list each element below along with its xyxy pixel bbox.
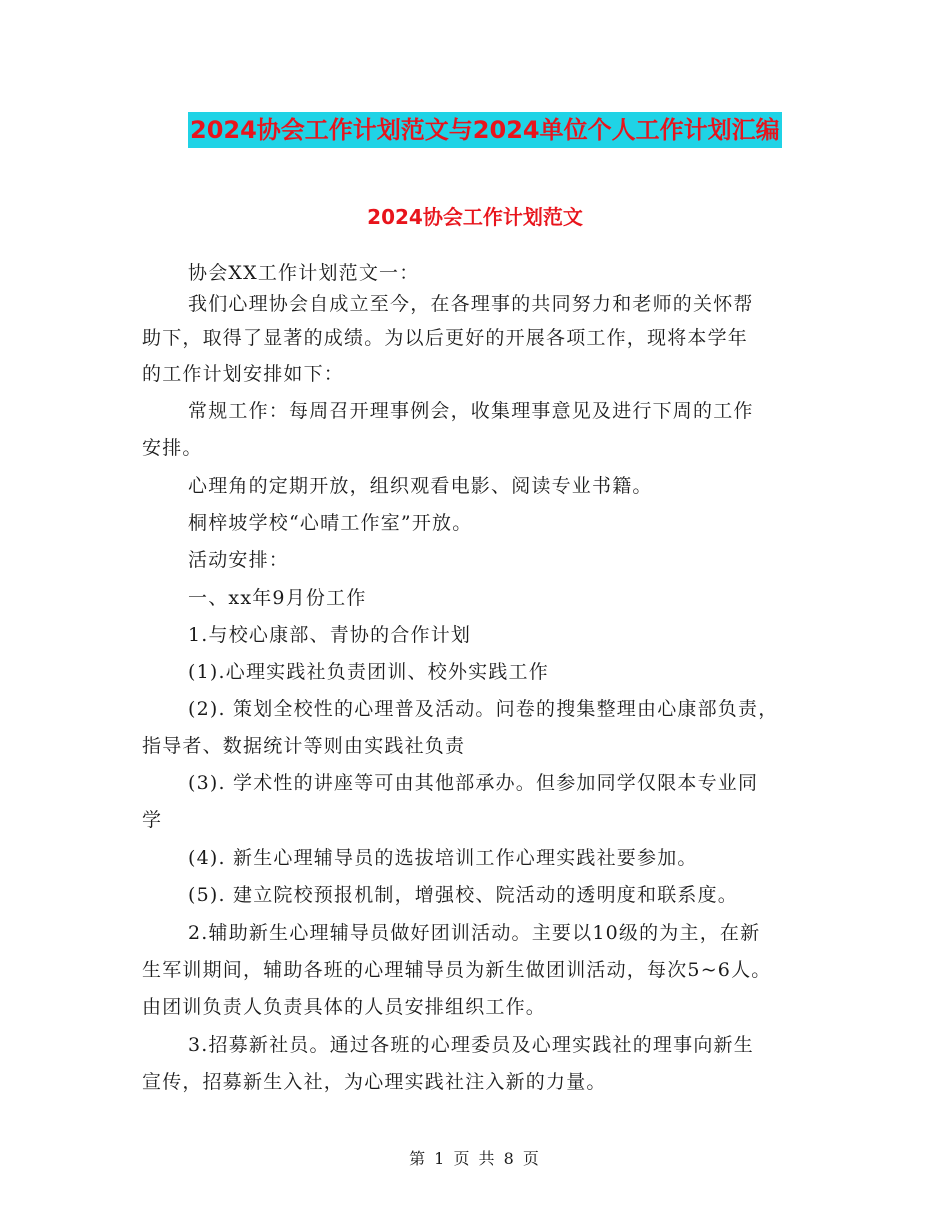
paragraph-line: 我们心理协会自成立至今，在各理事的共同努力和老师的关怀帮 xyxy=(188,293,754,315)
paragraph-line: 1.与校心康部、青协的合作计划 xyxy=(188,624,472,646)
paragraph-line: (2). 策划全校性的心理普及活动。问卷的搜集整理由心康部负责， xyxy=(188,698,779,720)
document-main-title: 2024协会工作计划范文与2024单位个人工作计划汇编 xyxy=(188,112,782,148)
paragraph-line: (4). 新生心理辅导员的选拔培训工作心理实践社要参加。 xyxy=(188,847,698,869)
paragraph-line: (3). 学术性的讲座等可由其他部承办。但参加同学仅限本专业同 xyxy=(188,772,759,794)
paragraph-line: 宣传，招募新生入社，为心理实践社注入新的力量。 xyxy=(142,1071,607,1093)
document-section-title: 2024协会工作计划范文 xyxy=(367,205,583,229)
page-number-footer: 第 1 页 共 8 页 xyxy=(409,1149,541,1168)
paragraph-line: 心理角的定期开放，组织观看电影、阅读专业书籍。 xyxy=(188,475,653,497)
paragraph-line: (1).心理实践社负责团训、校外实践工作 xyxy=(188,661,549,683)
paragraph-line: 安排。 xyxy=(142,437,203,459)
paragraph-line: 活动安排： xyxy=(188,549,290,571)
paragraph-line: 由团训负责人负责具体的人员安排组织工作。 xyxy=(142,996,547,1018)
paragraph-line: (5). 建立院校预报机制，增强校、院活动的透明度和联系度。 xyxy=(188,884,738,906)
paragraph-line: 3.招募新社员。通过各班的心理委员及心理实践社的理事向新生 xyxy=(188,1034,754,1056)
paragraph-line: 常规工作：每周召开理事例会，收集理事意见及进行下周的工作 xyxy=(188,400,754,422)
paragraph-line: 生军训期间，辅助各班的心理辅导员为新生做团训活动，每次5~6人。 xyxy=(142,959,772,981)
paragraph-line: 一、xx年9月份工作 xyxy=(188,587,367,609)
paragraph-line: 的工作计划安排如下： xyxy=(142,363,345,385)
paragraph-line: 桐梓坡学校“心晴工作室”开放。 xyxy=(188,512,473,534)
paragraph-line: 协会XX工作计划范文一： xyxy=(188,262,420,284)
paragraph-line: 指导者、数据统计等则由实践社负责 xyxy=(142,735,466,757)
paragraph-line: 助下，取得了显著的成绩。为以后更好的开展各项工作，现将本学年 xyxy=(142,327,749,349)
paragraph-line: 2.辅助新生心理辅导员做好团训活动。主要以10级的为主，在新 xyxy=(188,922,761,944)
paragraph-line: 学 xyxy=(142,809,163,831)
